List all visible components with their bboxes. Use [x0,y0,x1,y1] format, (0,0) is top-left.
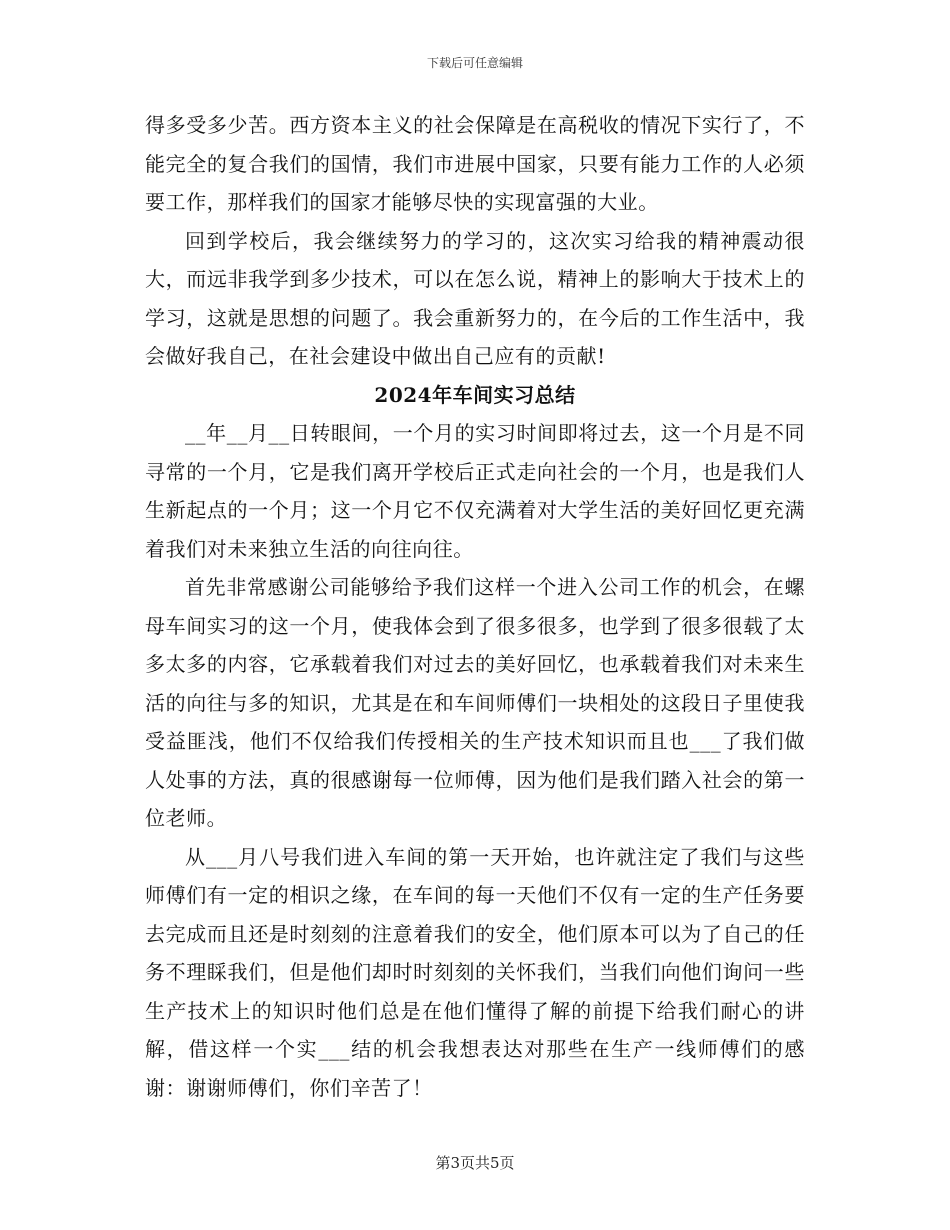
document-body [145,106,805,1107]
page-number: 第3页共5页 [435,1154,515,1172]
paragraph-return-to-school: 回到学校后，我会继续努力的学习的，这次实习给我的精神震动很大，而远非我学到多少技术，可以在怎么说，精神上的影响大于技术上的学习，这就是思想的问题了。我会重新努力的，在今后的工作生活中，我会做好我自己，在社会建设中做出自己应有的贡献! [145,228,805,368]
page-header: 下载后可任意编辑 [426,56,523,70]
paragraph-continuation: 得多受多少苦。西方资本主义的社会保障是在高税收的情况下实行了，不能完全的复合我们的国情，我们市进展中国家，只要有能力工作的人必须要工作，那样我们的国家才能够尽快的实现富强的大业。 [145,113,805,214]
paragraph-intro: __年__月__日转眼间，一个月的实习时间即将过去，这一个月是不同寻常的一个月，它是我们离开学校后正式走向社会的一个月，也是我们人生新起点的一个月；这一个月它不仅充满着对大学生活的美好回忆更充满着我们对未来独立生活的向往向往。 [145,421,805,561]
section-title: 2024年车间实习总结 [374,382,576,407]
paragraph-thanks-company: 首先非常感谢公司能够给予我们这样一个进入公司工作的机会，在螺母车间实习的这一个月，使我体会到了很多很多，也学到了很多很载了太多太多的内容，它承载着我们对过去的美好回忆，也承载着我们对未来生活的向往与多的知识，尤其是在和车间师傅们一块相处的这段日子里使我受益匪浅，他们不仅给我们传授相关的生产技术知识而且也___了我们做人处事的方法，真的很感谢每一位师傅，因为他们是我们踏入社会的第一位老师。 [145,575,805,830]
paragraph-thanks-masters: 从___月八号我们进入车间的第一天开始，也许就注定了我们与这些师傅们有一定的相识之缘，在车间的每一天他们不仅有一定的生产任务要去完成而且还是时刻刻的注意着我们的安全，他们原本可以为了自己的任务不理睬我们，但是他们却时时刻刻的关怀我们，当我们向他们询问一些生产技术上的知识时他们总是在他们懂得了解的前提下给我们耐心的讲解，借这样一个实___结的机会我想表达对那些在生产一线师傅们的感谢：谢谢师傅们，你们辛苦了！ [145,844,805,1100]
